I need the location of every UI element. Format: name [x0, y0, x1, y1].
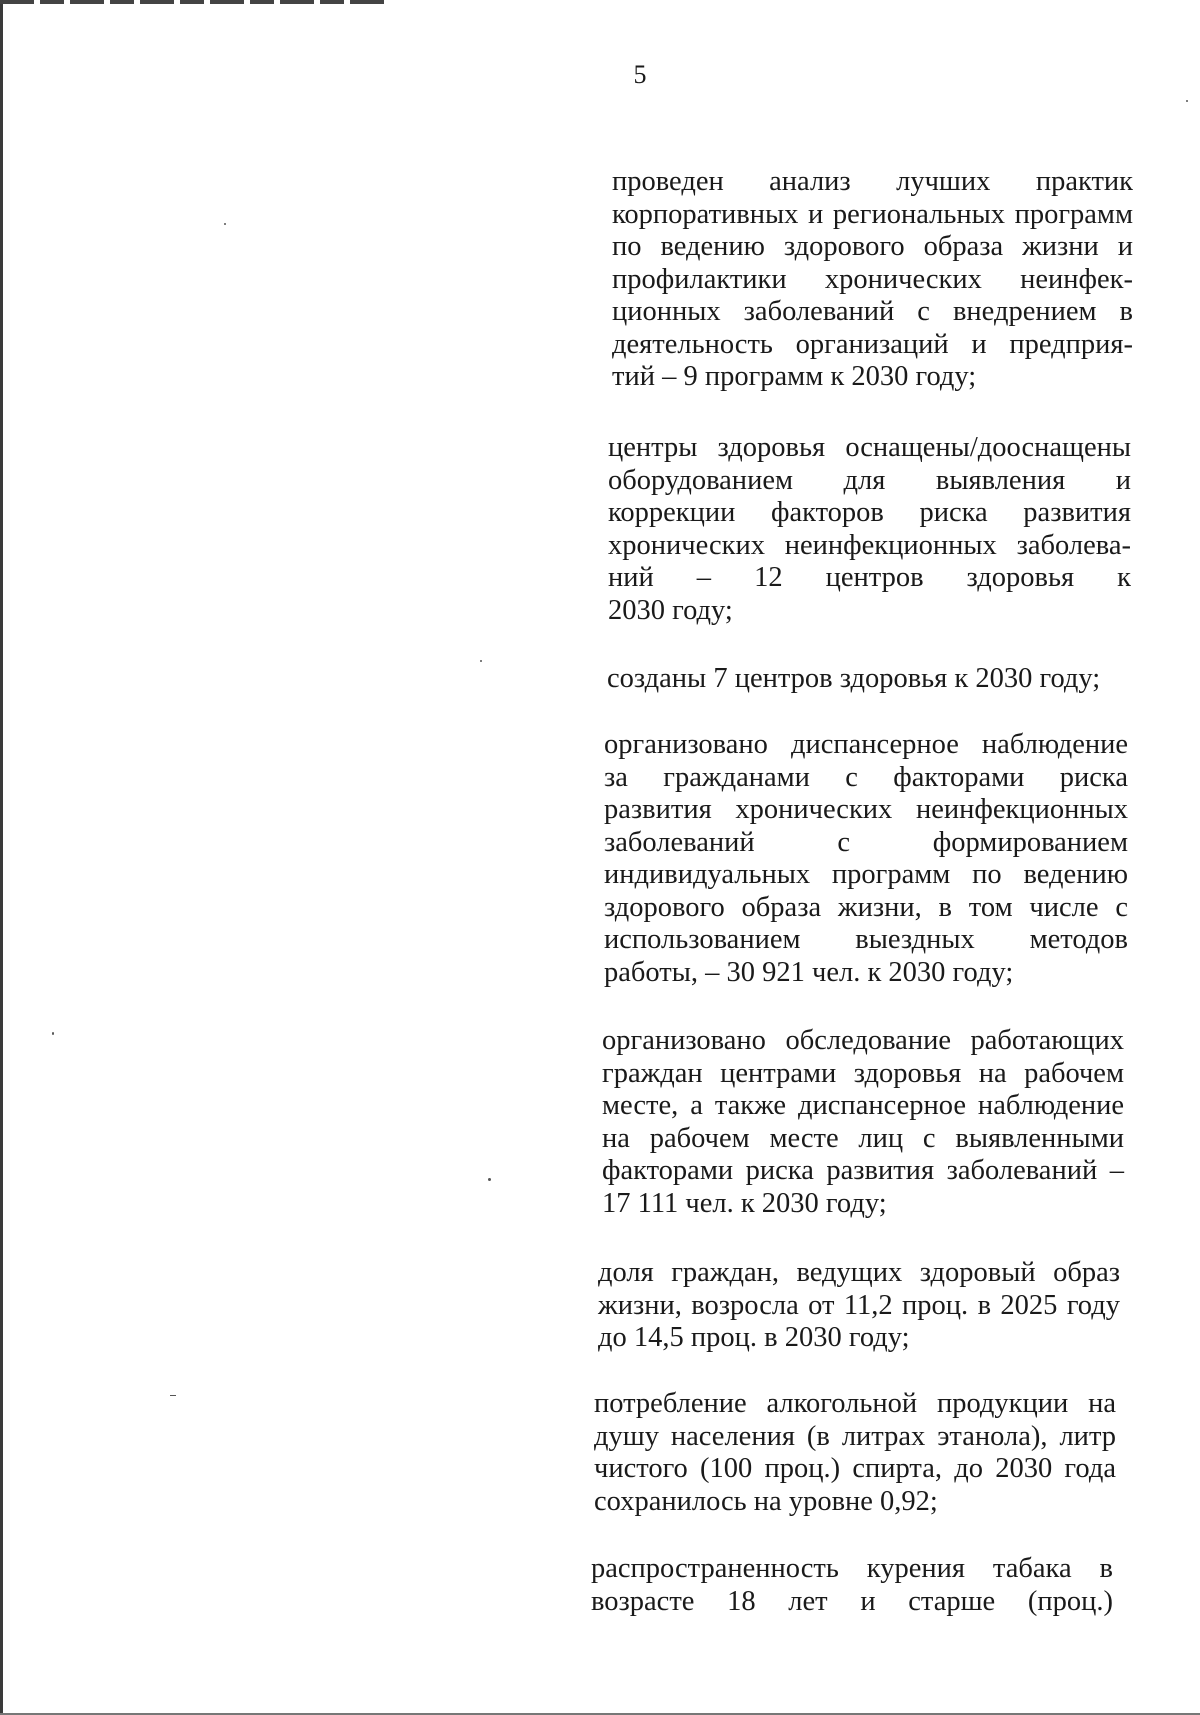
text-line: заболеваний с формированием	[604, 826, 1128, 858]
text-line: хронических неинфекционных заболева-	[608, 529, 1131, 561]
text-line: оборудованием для выявления и	[608, 464, 1131, 496]
text-line: развития хронических неинфекционных	[604, 794, 1128, 825]
text-line: доля граждан, ведущих здоровый образ	[598, 1257, 1120, 1288]
text-line: проведен анализ лучших практик	[612, 166, 1133, 197]
list-item	[602, 1025, 1124, 1220]
text-line: организовано обследование работающих	[602, 1025, 1124, 1056]
list-item	[598, 1257, 1120, 1355]
text-line: граждан центрами здоровья на рабочем	[602, 1057, 1124, 1089]
text-line: коррекции факторов риска развития	[608, 497, 1131, 528]
text-line: корпоративных и региональных программ	[612, 198, 1133, 230]
text-line: распространенность курения табака в	[591, 1553, 1113, 1584]
text-line: здорового образа жизни, в том числе с	[604, 891, 1128, 923]
text-line: центры здоровья оснащены/дооснащены	[608, 432, 1131, 463]
text-line: индивидуальных программ по ведению	[604, 859, 1128, 890]
text-line: за гражданами с факторами риска	[604, 761, 1128, 793]
text-line: месте, а также диспансерное наблюдение	[602, 1090, 1124, 1121]
text-line: созданы 7 центров здоровья к 2030 году;	[607, 663, 1101, 694]
text-line: организовано диспансерное наблюдение	[604, 729, 1128, 760]
text-line: 2030 году;	[608, 594, 733, 626]
text-line: ционных заболеваний с внедрением в	[612, 296, 1133, 327]
text-line: душу населения (в литрах этанола), литр	[594, 1420, 1116, 1452]
text-line: 17 111 чел. к 2030 году;	[602, 1187, 887, 1219]
text-line: возрасте 18 лет и старше (проц.)	[591, 1585, 1113, 1617]
text-line: деятельность организаций и предприя-	[612, 328, 1133, 360]
list-item	[608, 432, 1131, 627]
text-line: до 14,5 проц. в 2030 году;	[598, 1322, 910, 1353]
list-item	[604, 729, 1128, 989]
text-line: тий – 9 программ к 2030 году;	[612, 361, 977, 392]
text-line: работы, – 30 921 чел. к 2030 году;	[604, 956, 1014, 988]
list-item	[594, 1388, 1116, 1518]
text-line: потребление алкогольной продукции на	[594, 1388, 1116, 1419]
text-line: профилактики хронических неинфек-	[612, 263, 1133, 295]
text-line: на рабочем месте лиц с выявленными	[602, 1122, 1124, 1154]
list-item	[591, 1553, 1113, 1618]
list-item	[612, 166, 1133, 394]
page-number: 5	[633, 60, 647, 89]
text-line: ний – 12 центров здоровья к	[608, 562, 1131, 593]
text-line: по ведению здорового образа жизни и	[612, 231, 1133, 262]
text-line: использованием выездных методов	[604, 924, 1128, 955]
list-item	[607, 663, 1107, 696]
text-line: жизни, возросла от 11,2 проц. в 2025 году	[598, 1289, 1120, 1321]
text-line: сохранилось на уровне 0,92;	[594, 1485, 938, 1517]
text-line: факторами риска развития заболеваний –	[602, 1155, 1124, 1186]
text-line: чистого (100 проц.) спирта, до 2030 года	[594, 1453, 1116, 1484]
